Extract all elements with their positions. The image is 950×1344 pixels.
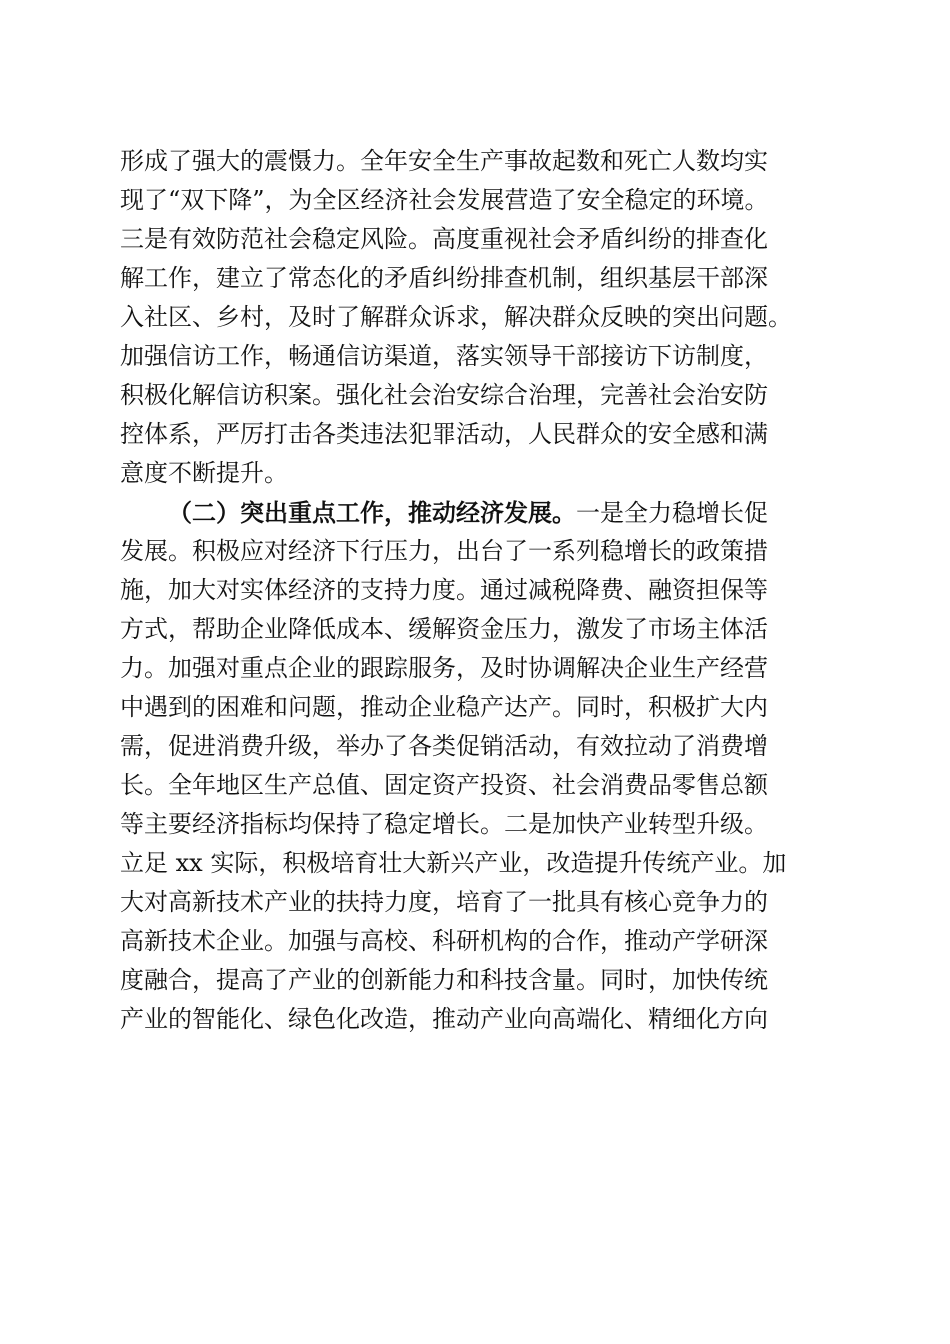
text-line: 立足 xx 实际，积极培育壮大新兴产业，改造提升传统产业。加 <box>120 849 787 877</box>
text-line: 意度不断提升。 <box>120 459 288 487</box>
document-body <box>120 142 840 1039</box>
text-line: 大对高新技术产业的扶持力度，培育了一批具有核心竞争力的 <box>120 888 768 916</box>
text-line: 等主要经济指标均保持了稳定增长。二是加快产业转型升级。 <box>120 810 768 838</box>
text-line: 度融合，提高了产业的创新能力和科技含量。同时，加快传统 <box>120 966 768 994</box>
text-line: 现了“双下降”，为全区经济社会发展营造了安全稳定的环境。 <box>120 186 769 214</box>
text-line: 入社区、乡村，及时了解群众诉求，解决群众反映的突出问题。 <box>120 303 792 331</box>
text-line: 形成了强大的震慑力。全年安全生产事故起数和死亡人数均实 <box>120 147 768 175</box>
text-line: 力。加强对重点企业的跟踪服务，及时协调解决企业生产经营 <box>120 654 768 682</box>
text-line: 施，加大对实体经济的支持力度。通过减税降费、融资担保等 <box>120 576 768 604</box>
text-line: 长。全年地区生产总值、固定资产投资、社会消费品零售总额 <box>120 771 768 799</box>
section-heading: （二）突出重点工作，推动经济发展。 <box>168 498 576 527</box>
text-line: 中遇到的困难和问题，推动企业稳产达产。同时，积极扩大内 <box>120 693 768 721</box>
text-line: 积极化解信访积案。强化社会治安综合治理，完善社会治安防 <box>120 381 768 409</box>
paragraph-1 <box>120 142 840 493</box>
text-line: 控体系，严厉打击各类违法犯罪活动，人民群众的安全感和满 <box>120 420 768 448</box>
text-line: 发展。积极应对经济下行压力，出台了一系列稳增长的政策措 <box>120 537 768 565</box>
paragraph-2 <box>120 493 840 1039</box>
paragraph-first-line <box>120 493 840 532</box>
text-line: 需，促进消费升级，举办了各类促销活动，有效拉动了消费增 <box>120 732 768 760</box>
text-line: 三是有效防范社会稳定风险。高度重视社会矛盾纠纷的排查化 <box>120 225 768 253</box>
text-line: 解工作，建立了常态化的矛盾纠纷排查机制，组织基层干部深 <box>120 264 768 292</box>
text-line: 方式，帮助企业降低成本、缓解资金压力，激发了市场主体活 <box>120 615 768 643</box>
text-line: 产业的智能化、绿色化改造，推动产业向高端化、精细化方向 <box>120 1005 768 1033</box>
text-line: 加强信访工作，畅通信访渠道，落实领导干部接访下访制度， <box>120 342 768 370</box>
text-line: 高新技术企业。加强与高校、科研机构的合作，推动产学研深 <box>120 927 768 955</box>
text-fragment: 一是全力稳增长促 <box>576 499 768 527</box>
